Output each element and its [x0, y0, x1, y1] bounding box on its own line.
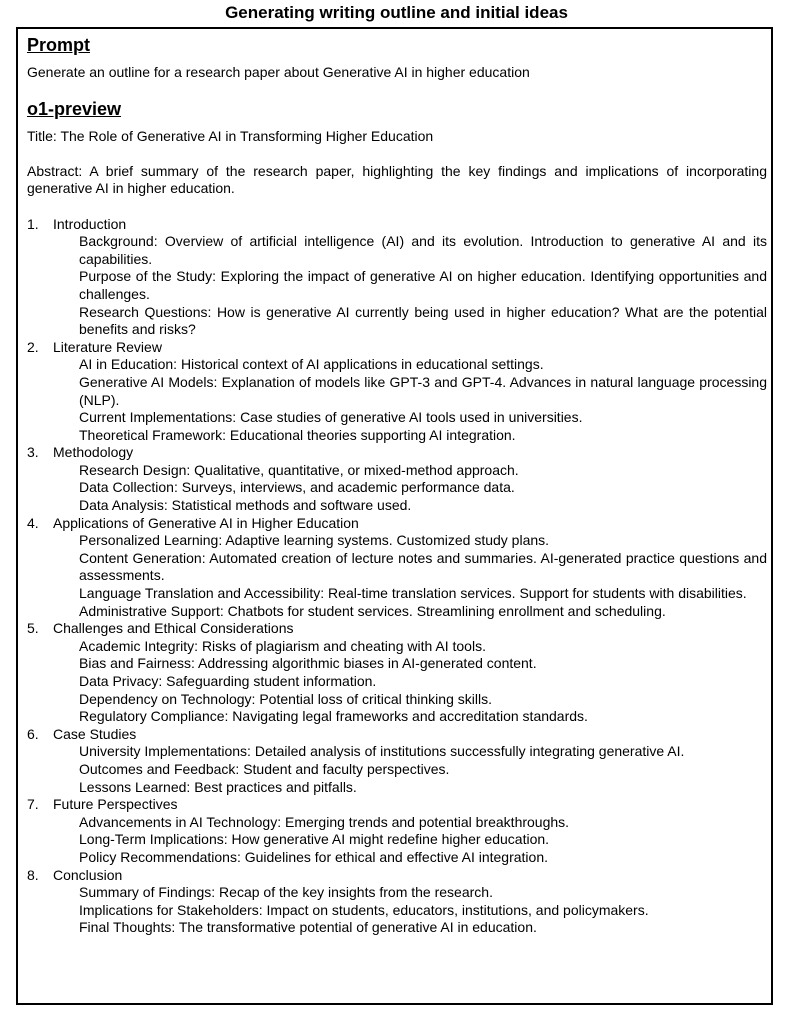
outline-subitem: Administrative Support: Chatbots for student services. Streamlining enrollment and scheduling.	[79, 602, 666, 619]
model-heading: o1-preview	[27, 98, 122, 119]
outline-subitem: Academic Integrity: Risks of plagiarism and cheating with AI tools.	[79, 637, 486, 654]
outline-list	[27, 216, 767, 937]
content-area	[27, 34, 767, 937]
outline-subitem-list	[27, 233, 767, 339]
outline-section-number: 6.	[27, 725, 39, 742]
outline-section-heading	[27, 515, 767, 533]
outline-section-title: Introduction	[53, 215, 127, 232]
outline-subitem: Data Collection: Surveys, interviews, and academic performance data.	[79, 479, 515, 496]
outline-subitem-list	[27, 743, 767, 796]
outline-section-number: 2.	[27, 338, 39, 355]
outline-subitem: Personalized Learning: Adaptive learning systems. Customized study plans.	[79, 532, 550, 549]
outline-section-heading	[27, 444, 767, 462]
page-title: Generating writing outline and initial ideas	[225, 3, 568, 22]
outline-section-number: 5.	[27, 620, 39, 637]
outline-subitem: AI in Education: Historical context of AI applications in educational settings.	[79, 356, 544, 373]
outline-subitem: Policy Recommendations: Guidelines for ethical and effective AI integration.	[79, 848, 548, 865]
outline-section	[27, 796, 767, 866]
prompt-text: Generate an outline for a research paper about Generative AI in higher education	[27, 64, 530, 80]
outline-subitem: Generative AI Models: Explanation of models like GPT-3 and GPT-4. Advances in natural language processing (NLP).	[79, 373, 767, 408]
outline-subitem: Summary of Findings: Recap of the key insights from the research.	[79, 884, 493, 901]
outline-section-title: Future Perspectives	[53, 796, 178, 813]
outline-subitem: Final Thoughts: The transformative potential of generative AI in education.	[79, 919, 537, 936]
outline-section-number: 1.	[27, 215, 39, 232]
outline-subitem-list	[27, 532, 767, 620]
outline-subitem: Background: Overview of artificial intelligence (AI) and its evolution. Introduction to generative AI and its capabilities.	[79, 233, 767, 267]
outline-section-heading	[27, 216, 767, 234]
outline-subitem: Long-Term Implications: How generative AI might redefine higher education.	[79, 831, 550, 848]
outline-subitem: Purpose of the Study: Exploring the impact of generative AI on higher education. Identifying opportunities and challenges.	[79, 268, 767, 302]
outline-section-number: 8.	[27, 866, 39, 883]
outline-subitem-list	[27, 814, 767, 867]
outline-section-number: 7.	[27, 796, 39, 813]
outline-section	[27, 620, 767, 726]
outline-subitem: Outcomes and Feedback: Student and faculty perspectives.	[79, 760, 450, 777]
outline-section-title: Methodology	[53, 444, 134, 461]
outline-section-number: 4.	[27, 514, 39, 531]
outline-section-title: Literature Review	[53, 338, 162, 355]
outline-subitem: Dependency on Technology: Potential loss of critical thinking skills.	[79, 690, 492, 707]
outline-section-heading	[27, 726, 767, 744]
outline-section-title: Conclusion	[53, 866, 123, 883]
paper-abstract: Abstract: A brief summary of the research paper, highlighting the key findings and implications of incorporating generative AI in higher education.	[27, 162, 767, 197]
outline-subitem: University Implementations: Detailed analysis of institutions successfully integrating generative AI.	[79, 743, 685, 760]
outline-subitem: Implications for Stakeholders: Impact on students, educators, institutions, and policymakers.	[79, 901, 649, 918]
outline-section-title: Applications of Generative AI in Higher Education	[53, 514, 359, 531]
outline-subitem: Advancements in AI Technology: Emerging trends and potential breakthroughs.	[79, 813, 570, 830]
outline-subitem-list	[27, 462, 767, 515]
outline-section-heading	[27, 620, 767, 638]
outline-subitem: Data Privacy: Safeguarding student information.	[79, 673, 377, 689]
outline-subitem: Research Questions: How is generative AI currently being used in higher education? What are the potential benefits and risks?	[79, 303, 767, 338]
outline-subitem: Bias and Fairness: Addressing algorithmic biases in AI-generated content.	[79, 655, 537, 672]
outline-section-title: Challenges and Ethical Considerations	[53, 620, 294, 637]
outline-section	[27, 726, 767, 796]
outline-subitem: Data Analysis: Statistical methods and software used.	[79, 497, 412, 514]
outline-section-heading	[27, 339, 767, 357]
outline-section-number: 3.	[27, 444, 39, 461]
outline-section	[27, 444, 767, 514]
outline-subitem: Theoretical Framework: Educational theories supporting AI integration.	[79, 426, 516, 443]
outline-section	[27, 867, 767, 937]
outline-section	[27, 515, 767, 621]
outline-subitem-list	[27, 638, 767, 726]
outline-section	[27, 339, 767, 445]
prompt-heading: Prompt	[27, 35, 90, 55]
paper-title: Title: The Role of Generative AI in Transforming Higher Education	[27, 127, 434, 144]
outline-subitem: Research Design: Qualitative, quantitative, or mixed-method approach.	[79, 461, 519, 478]
outline-section-heading	[27, 796, 767, 814]
outline-section-heading	[27, 867, 767, 885]
outline-section-title: Case Studies	[53, 725, 137, 742]
outline-subitem: Current Implementations: Case studies of generative AI tools used in universities.	[79, 409, 583, 426]
outline-subitem: Language Translation and Accessibility: Real-time translation services. Support for students with disabilities.	[79, 585, 747, 602]
outline-subitem: Content Generation: Automated creation of lecture notes and summaries. AI-generated practice questions and assessments.	[79, 549, 767, 584]
outline-subitem: Regulatory Compliance: Navigating legal frameworks and accreditation standards.	[79, 708, 588, 725]
outline-subitem-list	[27, 884, 767, 937]
outline-section	[27, 216, 767, 339]
outline-subitem-list	[27, 356, 767, 444]
outline-subitem: Lessons Learned: Best practices and pitfalls.	[79, 778, 357, 795]
